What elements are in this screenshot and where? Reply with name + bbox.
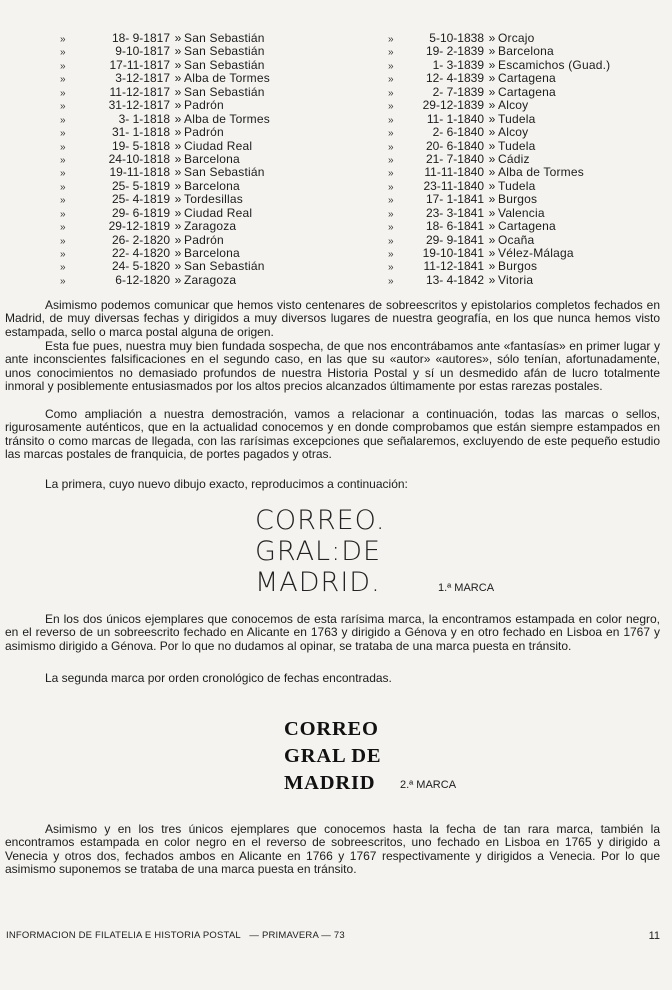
table-row [388,207,668,220]
row-date: 29- 6-1819 [111,205,170,220]
table-row [60,32,350,45]
ditto-marker: » [388,101,394,113]
row-city: Alba de Tormes [498,165,584,180]
row-city: Alba de Tormes [184,71,270,86]
row-city: Tudela [498,111,536,126]
table-row [60,140,350,153]
ditto-marker: » [174,31,182,45]
row-city: Zaragoza [184,219,237,234]
row-city: Ciudad Real [184,138,253,153]
ditto-marker: » [60,208,66,220]
table-column-left [60,32,350,287]
ditto-marker: » [388,195,394,207]
ditto-marker: » [488,57,496,72]
row-date: 21- 7-1840 [425,151,484,166]
ditto-marker: » [488,84,496,99]
page-number: 11 [648,930,660,942]
paragraph-la-segunda: La segunda marca por orden cronológico de fechas encontradas. [45,671,392,685]
row-date: 20- 6-1840 [425,138,484,153]
ditto-marker: » [488,138,496,153]
table-row [388,274,668,287]
table-row [60,113,350,126]
table-row [60,274,350,287]
row-city: Ciudad Real [184,205,253,220]
ditto-marker: » [174,111,182,126]
ditto-marker: » [388,74,394,86]
table-row [388,166,668,179]
ditto-marker: » [174,44,182,59]
row-city: Alcoy [498,125,529,140]
table-row [388,247,668,260]
table-row [60,166,350,179]
ditto-marker: » [60,101,66,113]
ditto-marker: » [174,151,182,166]
table-row [388,140,668,153]
ditto-marker: » [174,205,182,220]
ditto-marker: » [388,208,394,220]
row-date: 23-11-1840 [423,178,484,193]
row-date: 11-12-1841 [423,259,484,274]
row-date: 19-10-1841 [422,246,484,260]
row-city: San Sebastián [184,84,265,99]
table-row [388,126,668,139]
ditto-marker: » [60,249,66,260]
ditto-marker: » [174,57,182,72]
ditto-marker: » [60,47,66,59]
row-date: 11-11-1840 [424,165,484,180]
row-date: 17-11-1817 [109,57,170,72]
table-row [60,86,350,99]
ditto-marker: » [174,125,182,140]
paragraph-segunda-marca: Asimismo y en los tres únicos ejemplares que conocemos hasta la fecha de tan rara marca, también la encontramos estampada en color negro en el reverso de sobreescritos, uno fechado en Lisboa en 1765 y dirigido a Venecia y otros dos, fechados ambos en Alicante en 1766 y 1767 respectivamente y dirigidos a Venecia. Por lo que asimismo suponemos se trataba de una marca puesta en tránsito. [5,822,660,876]
mark-2-line: MADRID [284,772,376,794]
table-column-right [388,32,668,287]
paragraph-ampliacion: Como ampliación a nuestra demostración, vamos a relacionar a continuación, todas las marcas o sellos, rigurosamente auténticos, que en la actualidad conocemos y en donde comprobamos que están siempre estampados en tránsito o como marcas de llegada, con las rarísimas excepciones que señalaremos, excluyendo de este pequeño estudio las marcas postales de franquicia, de portes pagados y otras. [5,407,660,461]
mark-1-line: MADRID. [255,567,381,598]
ditto-marker: » [488,246,496,260]
row-date: 18- 6-1841 [425,219,484,234]
publication-title: INFORMACION DE FILATELIA E HISTORIA POSTAL [6,930,241,941]
row-date: 5-10-1838 [429,31,484,45]
ditto-marker: » [488,151,496,166]
table-row [388,180,668,193]
ditto-marker: » [174,84,182,99]
row-city: Padrón [184,125,224,140]
table-row [388,260,668,273]
ditto-marker: » [488,71,496,86]
mark-1-line: GRAL:DE [255,536,382,567]
ditto-marker: » [60,34,66,45]
ditto-marker: » [174,272,182,287]
ditto-marker: » [488,232,496,247]
row-date: 2- 7-1839 [432,84,484,99]
ditto-marker: » [388,128,394,140]
ditto-marker: » [388,154,394,166]
row-date: 31-12-1817 [108,98,170,113]
row-date: 23- 3-1841 [425,205,484,220]
row-date: 29-12-1839 [422,98,484,113]
ditto-marker: » [60,87,66,99]
issue-label: — PRIMAVERA — 73 [249,930,345,941]
row-date: 26- 2-1820 [111,232,170,247]
row-city: Vélez-Málaga [498,246,574,260]
row-date: 24- 5-1820 [111,259,170,274]
ditto-marker: » [388,114,394,126]
row-date: 25- 4-1819 [111,192,170,207]
row-city: Burgos [498,192,538,207]
row-city: Alcoy [498,98,529,113]
ditto-marker: » [488,125,496,140]
row-date: 3-12-1817 [115,71,170,86]
row-date: 24-10-1818 [108,151,170,166]
row-city: Ocaña [498,232,535,247]
table-row [60,207,350,220]
ditto-marker: » [488,178,496,193]
ditto-marker: » [60,235,66,247]
ditto-marker: » [60,195,66,207]
table-row [388,59,668,72]
ditto-marker: » [388,87,394,99]
ditto-marker: » [488,219,496,234]
ditto-marker: » [388,235,394,247]
ditto-marker: » [174,178,182,193]
table-row [60,193,350,206]
ditto-marker: » [488,44,496,59]
row-city: Cádiz [498,151,530,166]
row-date: 25- 5-1819 [111,178,170,193]
ditto-marker: » [388,262,394,274]
row-city: Escamichos (Guad.) [498,57,611,72]
row-city: Barcelona [184,178,240,193]
row-date: 3- 1-1818 [118,111,170,126]
row-date: 6-12-1820 [115,272,170,287]
table-row [60,99,350,112]
row-date: 29-12-1819 [108,219,170,234]
table-row [60,220,350,233]
ditto-marker: » [388,222,394,234]
row-city: Barcelona [184,151,240,166]
table-row [60,234,350,247]
ditto-marker: » [388,47,394,59]
ditto-marker: » [60,168,66,180]
row-date: 18- 9-1817 [111,31,170,45]
ditto-marker: » [388,141,394,153]
row-city: Tudela [498,138,536,153]
row-city: Padrón [184,232,224,247]
ditto-marker: » [60,181,66,193]
ditto-marker: » [174,219,182,234]
table-row [388,99,668,112]
table-row [388,113,668,126]
row-city: Barcelona [498,44,554,59]
ditto-marker: » [60,128,66,140]
row-date: 19-11-1818 [109,165,170,180]
ditto-marker: » [488,31,496,45]
ditto-marker: » [488,259,496,274]
table-row [388,220,668,233]
table-row [60,153,350,166]
mark-1-illustration [255,505,385,598]
row-city: Vitoria [498,272,534,287]
ditto-marker: » [174,165,182,180]
ditto-marker: » [174,246,182,260]
ditto-marker: » [60,114,66,126]
ditto-marker: » [488,205,496,220]
row-date: 19- 5-1818 [111,138,170,153]
paragraph-visto-centenares: Asimismo podemos comunicar que hemos visto centenares de sobreescritos y epistolarios completos fechados en Madrid, de muy diversas fechas y dirigidos a muy diversos lugares de nuestra geografía, en los que nunca hemos visto estampada, sello o marca postal alguna de origen. [5,298,660,339]
ditto-marker: » [174,232,182,247]
table-row [388,45,668,58]
row-city: Zaragoza [184,272,237,287]
ditto-marker: » [488,165,496,180]
table-row [60,59,350,72]
row-city: San Sebastián [184,44,265,59]
table-row [60,180,350,193]
row-date: 11- 1-1840 [426,111,484,126]
mark-2-line: GRAL DE [284,745,382,767]
row-date: 13- 4-1842 [425,272,484,287]
row-date: 19- 2-1839 [425,44,484,59]
row-city: Alba de Tormes [184,111,270,126]
ditto-marker: » [388,168,394,180]
row-date: 9-10-1817 [115,44,170,59]
table-row [388,86,668,99]
mark-2-illustration [284,716,381,797]
ditto-marker: » [60,275,66,287]
row-city: San Sebastián [184,165,265,180]
ditto-marker: » [388,249,394,260]
ditto-marker: » [174,259,182,274]
mark-1-caption: 1.ª MARCA [438,582,495,594]
table-row [60,45,350,58]
table-row [60,260,350,273]
paragraph-la-primera: La primera, cuyo nuevo dibujo exacto, reproducimos a continuación: [45,477,408,491]
row-city: Tordesillas [184,192,243,207]
row-city: San Sebastián [184,31,265,45]
table-row [388,234,668,247]
mark-1-line: CORREO. [255,505,386,536]
row-date: 22- 4-1820 [111,246,170,260]
mark-2-caption: 2.ª MARCA [400,779,457,791]
row-city: Cartagena [498,84,556,99]
ditto-marker: » [60,74,66,86]
paragraph-sospecha: Esta fue pues, nuestra muy bien fundada sospecha, de que nos encontrábamos ante «fantasías» en primer lugar y ante inconscientes falsificaciones en el segundo caso, en las que su «autor» «autores», sólo tenían, afortunadamente, unos conocimientos no demasiado profundos de nuestra Historia Postal y sí un desmedido afán de lucro totalmente inmoral y posiblemente entusiasmados por los altos precios alcanzados últimamente por estas rarezas postales. [5,339,660,393]
row-city: Burgos [498,259,538,274]
row-city: Tudela [498,178,536,193]
row-date: 31- 1-1818 [111,125,170,140]
ditto-marker: » [488,192,496,207]
row-date: 1- 3-1839 [432,57,484,72]
row-city: Valencia [498,205,545,220]
ditto-marker: » [174,98,182,113]
table-row [388,72,668,85]
row-city: Orcajo [498,31,535,45]
ditto-marker: » [174,138,182,153]
ditto-marker: » [388,34,394,45]
row-city: Barcelona [184,246,240,260]
row-city: San Sebastián [184,57,265,72]
ditto-marker: » [60,154,66,166]
row-city: Cartagena [498,71,556,86]
ditto-marker: » [388,60,394,72]
footer-publication [6,930,345,941]
ditto-marker: » [388,181,394,193]
table-row [60,126,350,139]
row-city: San Sebastián [184,259,265,274]
ditto-marker: » [488,98,496,113]
row-date: 2- 6-1840 [432,125,484,140]
row-date: 17- 1-1841 [425,192,484,207]
row-city: Padrón [184,98,224,113]
ditto-marker: » [60,262,66,274]
row-city: Cartagena [498,219,556,234]
ditto-marker: » [174,71,182,86]
ditto-marker: » [488,272,496,287]
ditto-marker: » [174,192,182,207]
paragraph-primera-marca: En los dos únicos ejemplares que conocemos de esta rarísima marca, la encontramos estampada en color negro, en el reverso de un sobreescrito fechado en Alicante en 1763 y dirigido a Génova y en otro fechado en Lisboa en 1767 y asimismo dirigido a Génova. Por lo que no dudamos al opinar, se trataba de una marca puesta en tránsito. [5,612,660,653]
ditto-marker: » [60,141,66,153]
ditto-marker: » [488,111,496,126]
ditto-marker: » [60,222,66,234]
row-date: 29- 9-1841 [425,232,484,247]
table-row [388,153,668,166]
table-row [60,247,350,260]
table-row [388,193,668,206]
ditto-marker: » [60,60,66,72]
row-date: 12- 4-1839 [425,71,484,86]
ditto-marker: » [388,275,394,287]
row-date: 11-12-1817 [109,84,170,99]
table-row [60,72,350,85]
mark-2-line: CORREO [284,718,379,740]
table-row [388,32,668,45]
